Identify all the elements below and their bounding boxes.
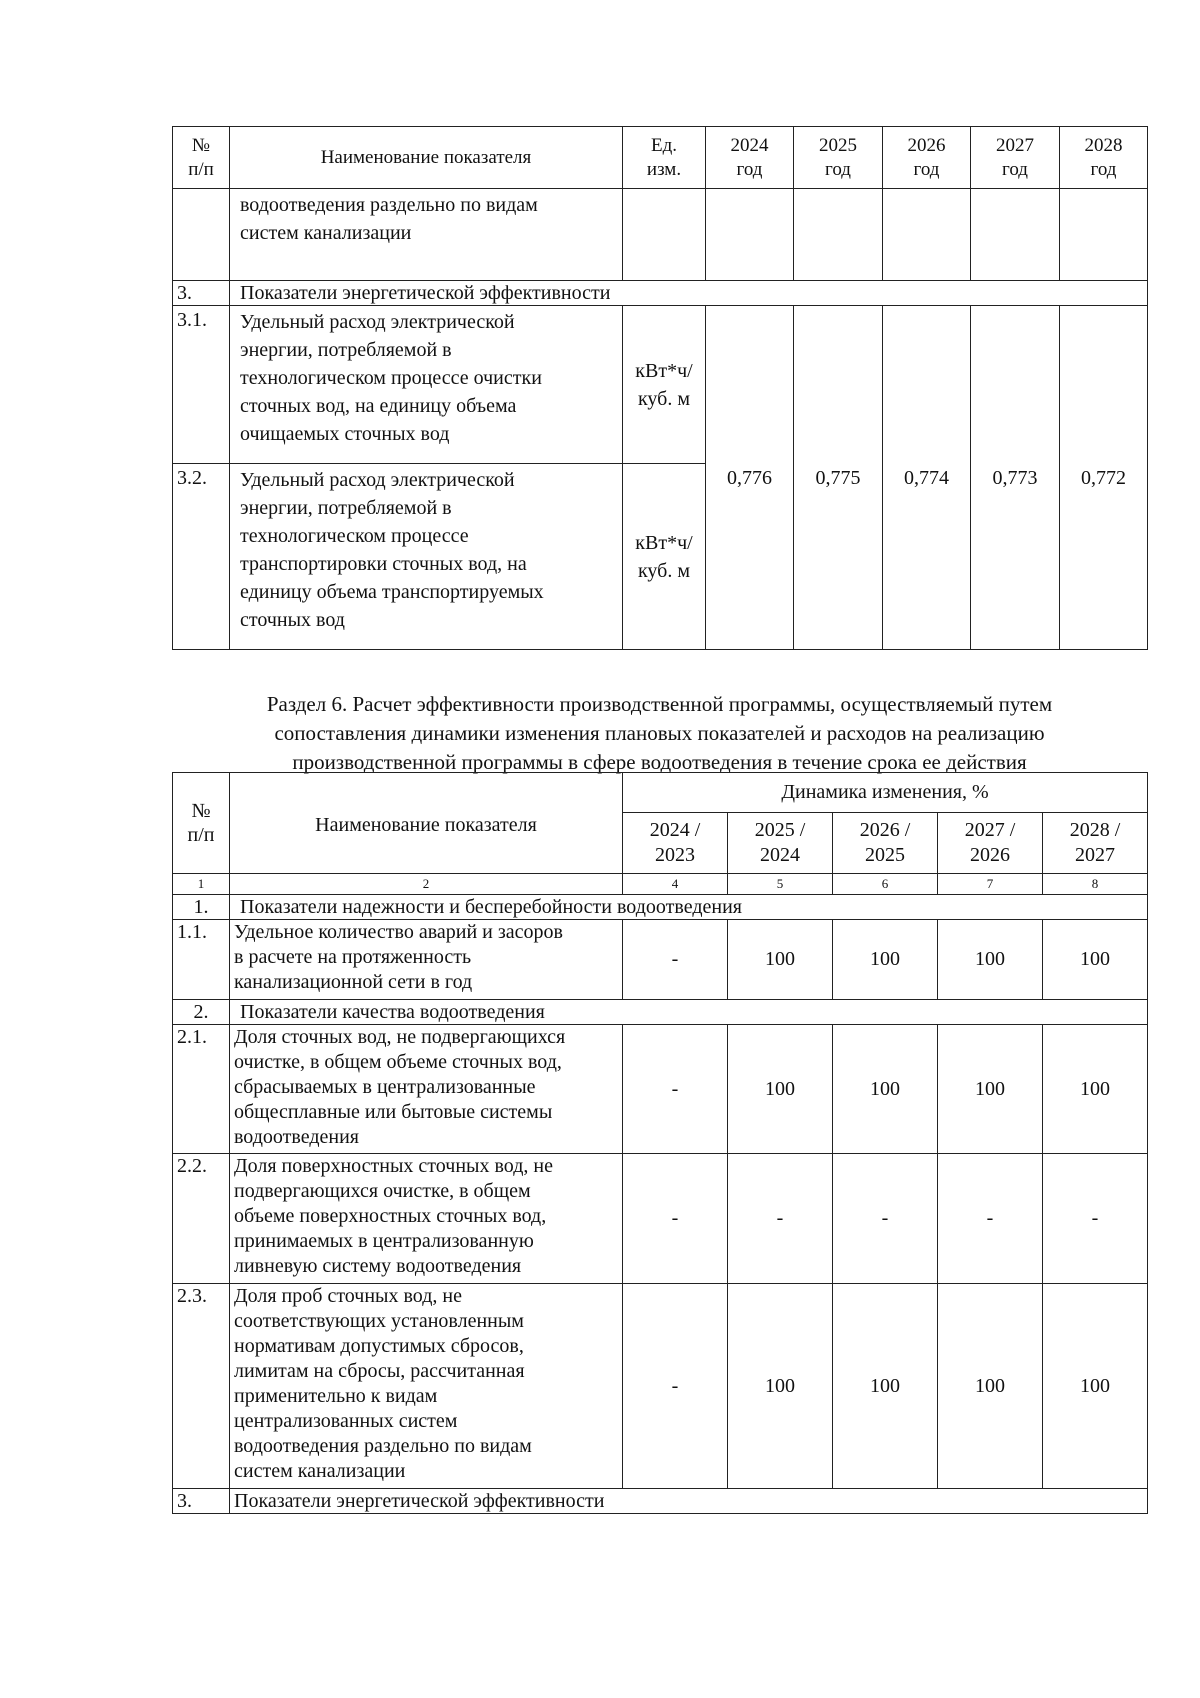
- header-year-2027: 2027 год: [971, 127, 1060, 189]
- header-num: № п/п: [173, 127, 230, 189]
- row-unit: кВт*ч/ куб. м: [623, 306, 706, 464]
- column-numbers-row: [173, 874, 1148, 895]
- row-num: 2.2.: [173, 1154, 230, 1284]
- row-value: -: [833, 1154, 938, 1284]
- row-unit: кВт*ч/ куб. м: [623, 464, 706, 650]
- col-number: 6: [833, 874, 938, 895]
- header-period-2028: 2028 / 2027: [1043, 813, 1148, 874]
- row-value: -: [623, 1284, 728, 1489]
- table-row: [173, 1284, 1148, 1489]
- section-num: 3.: [173, 1489, 230, 1514]
- value-2026: 0,774: [883, 306, 971, 650]
- row-value: 100: [833, 1284, 938, 1489]
- value-2027: 0,773: [971, 306, 1060, 650]
- row-value: 100: [938, 1284, 1043, 1489]
- row-name: Доля поверхностных сточных вод, не подвергающихся очистке, в общем объеме поверхностных сточных вод, принимаемых в централизованную ливневую систему водоотведения: [230, 1154, 623, 1284]
- row-value: 100: [728, 1025, 833, 1154]
- row-num: 3.2.: [173, 464, 230, 650]
- row-value: -: [938, 1154, 1043, 1284]
- dynamics-table: [172, 772, 1148, 1514]
- header-period-2025: 2025 / 2024: [728, 813, 833, 874]
- header-year-2026: 2026 год: [883, 127, 971, 189]
- row-value: 100: [938, 1025, 1043, 1154]
- col-number: 8: [1043, 874, 1148, 895]
- row-value: 100: [1043, 1284, 1148, 1489]
- row-name: Доля проб сточных вод, не соответствующих установленным нормативам допустимых сбросов, лимитам на сбросы, рассчитанная применительно к видам централизованных систем водоотведения раздельно по видам систем канализации: [230, 1284, 623, 1489]
- table-header-row: [173, 773, 1148, 813]
- section-row: [173, 895, 1148, 920]
- col-number: 7: [938, 874, 1043, 895]
- header-name: Наименование показателя: [230, 773, 623, 874]
- table-header-row: [173, 127, 1148, 189]
- table-row: [173, 920, 1148, 1000]
- row-value: -: [623, 920, 728, 1000]
- header-name: Наименование показателя: [230, 127, 623, 189]
- row-value: 100: [728, 920, 833, 1000]
- row-value: 100: [1043, 1025, 1148, 1154]
- section-row: [173, 1000, 1148, 1025]
- value-2024: 0,776: [706, 306, 794, 650]
- section-num: 1.: [173, 895, 230, 920]
- header-period-2027: 2027 / 2026: [938, 813, 1043, 874]
- section-num: 2.: [173, 1000, 230, 1025]
- row-value: -: [623, 1025, 728, 1154]
- section-title: Показатели энергетической эффективности: [230, 281, 1148, 306]
- section-num: 3.: [173, 281, 230, 306]
- row-value: 100: [833, 1025, 938, 1154]
- row-name: Удельный расход электрической энергии, потребляемой в технологическом процессе транспортировки сточных вод, на единицу объема транспортируемых сточных вод: [230, 464, 623, 650]
- row-num: 2.1.: [173, 1025, 230, 1154]
- row-num: 3.1.: [173, 306, 230, 464]
- section-title: Показатели энергетической эффективности: [230, 1489, 1148, 1514]
- value-2025: 0,775: [794, 306, 883, 650]
- header-num: № п/п: [173, 773, 230, 874]
- row-name: Удельное количество аварий и засоров в расчете на протяженность канализационной сети в год: [230, 920, 623, 1000]
- table-row: [173, 189, 1148, 281]
- header-period-2024: 2024 / 2023: [623, 813, 728, 874]
- row-value: -: [728, 1154, 833, 1284]
- section-title: Показатели надежности и бесперебойности водоотведения: [230, 895, 1148, 920]
- row-num: 2.3.: [173, 1284, 230, 1489]
- row-value: 100: [938, 920, 1043, 1000]
- header-year-2028: 2028 год: [1060, 127, 1148, 189]
- row-value: 100: [728, 1284, 833, 1489]
- header-period-2026: 2026 / 2025: [833, 813, 938, 874]
- section-title: Показатели качества водоотведения: [230, 1000, 1148, 1025]
- row-name: Доля сточных вод, не подвергающихся очистке, в общем объеме сточных вод, сбрасываемых в централизованные общесплавные или бытовые системы водоотведения: [230, 1025, 623, 1154]
- col-number: 5: [728, 874, 833, 895]
- col-number: 1: [173, 874, 230, 895]
- col-number: 4: [623, 874, 728, 895]
- row-num: 1.1.: [173, 920, 230, 1000]
- table-row: [173, 306, 1148, 464]
- row-value: -: [1043, 1154, 1148, 1284]
- row-value: 100: [1043, 920, 1148, 1000]
- indicators-table: [172, 126, 1148, 650]
- section-row: [173, 281, 1148, 306]
- table-row: [173, 1154, 1148, 1284]
- section-row: [173, 1489, 1148, 1514]
- value-2028: 0,772: [1060, 306, 1148, 650]
- col-number: 2: [230, 874, 623, 895]
- header-dynamics: Динамика изменения, %: [623, 773, 1148, 813]
- continuation-text: водоотведения раздельно по видам систем канализации: [230, 189, 623, 281]
- table-row: [173, 1025, 1148, 1154]
- row-value: -: [623, 1154, 728, 1284]
- row-value: 100: [833, 920, 938, 1000]
- section-heading: Раздел 6. Расчет эффективности производственной программы, осуществляемый путем сопоставления динамики изменения плановых показателей и расходов на реализацию производственной программы в сфере водоотведения в течение срока ее действия: [266, 692, 1053, 774]
- header-year-2024: 2024 год: [706, 127, 794, 189]
- header-year-2025: 2025 год: [794, 127, 883, 189]
- header-unit: Ед. изм.: [623, 127, 706, 189]
- row-name: Удельный расход электрической энергии, потребляемой в технологическом процессе очистки сточных вод, на единицу объема очищаемых сточных вод: [230, 306, 623, 464]
